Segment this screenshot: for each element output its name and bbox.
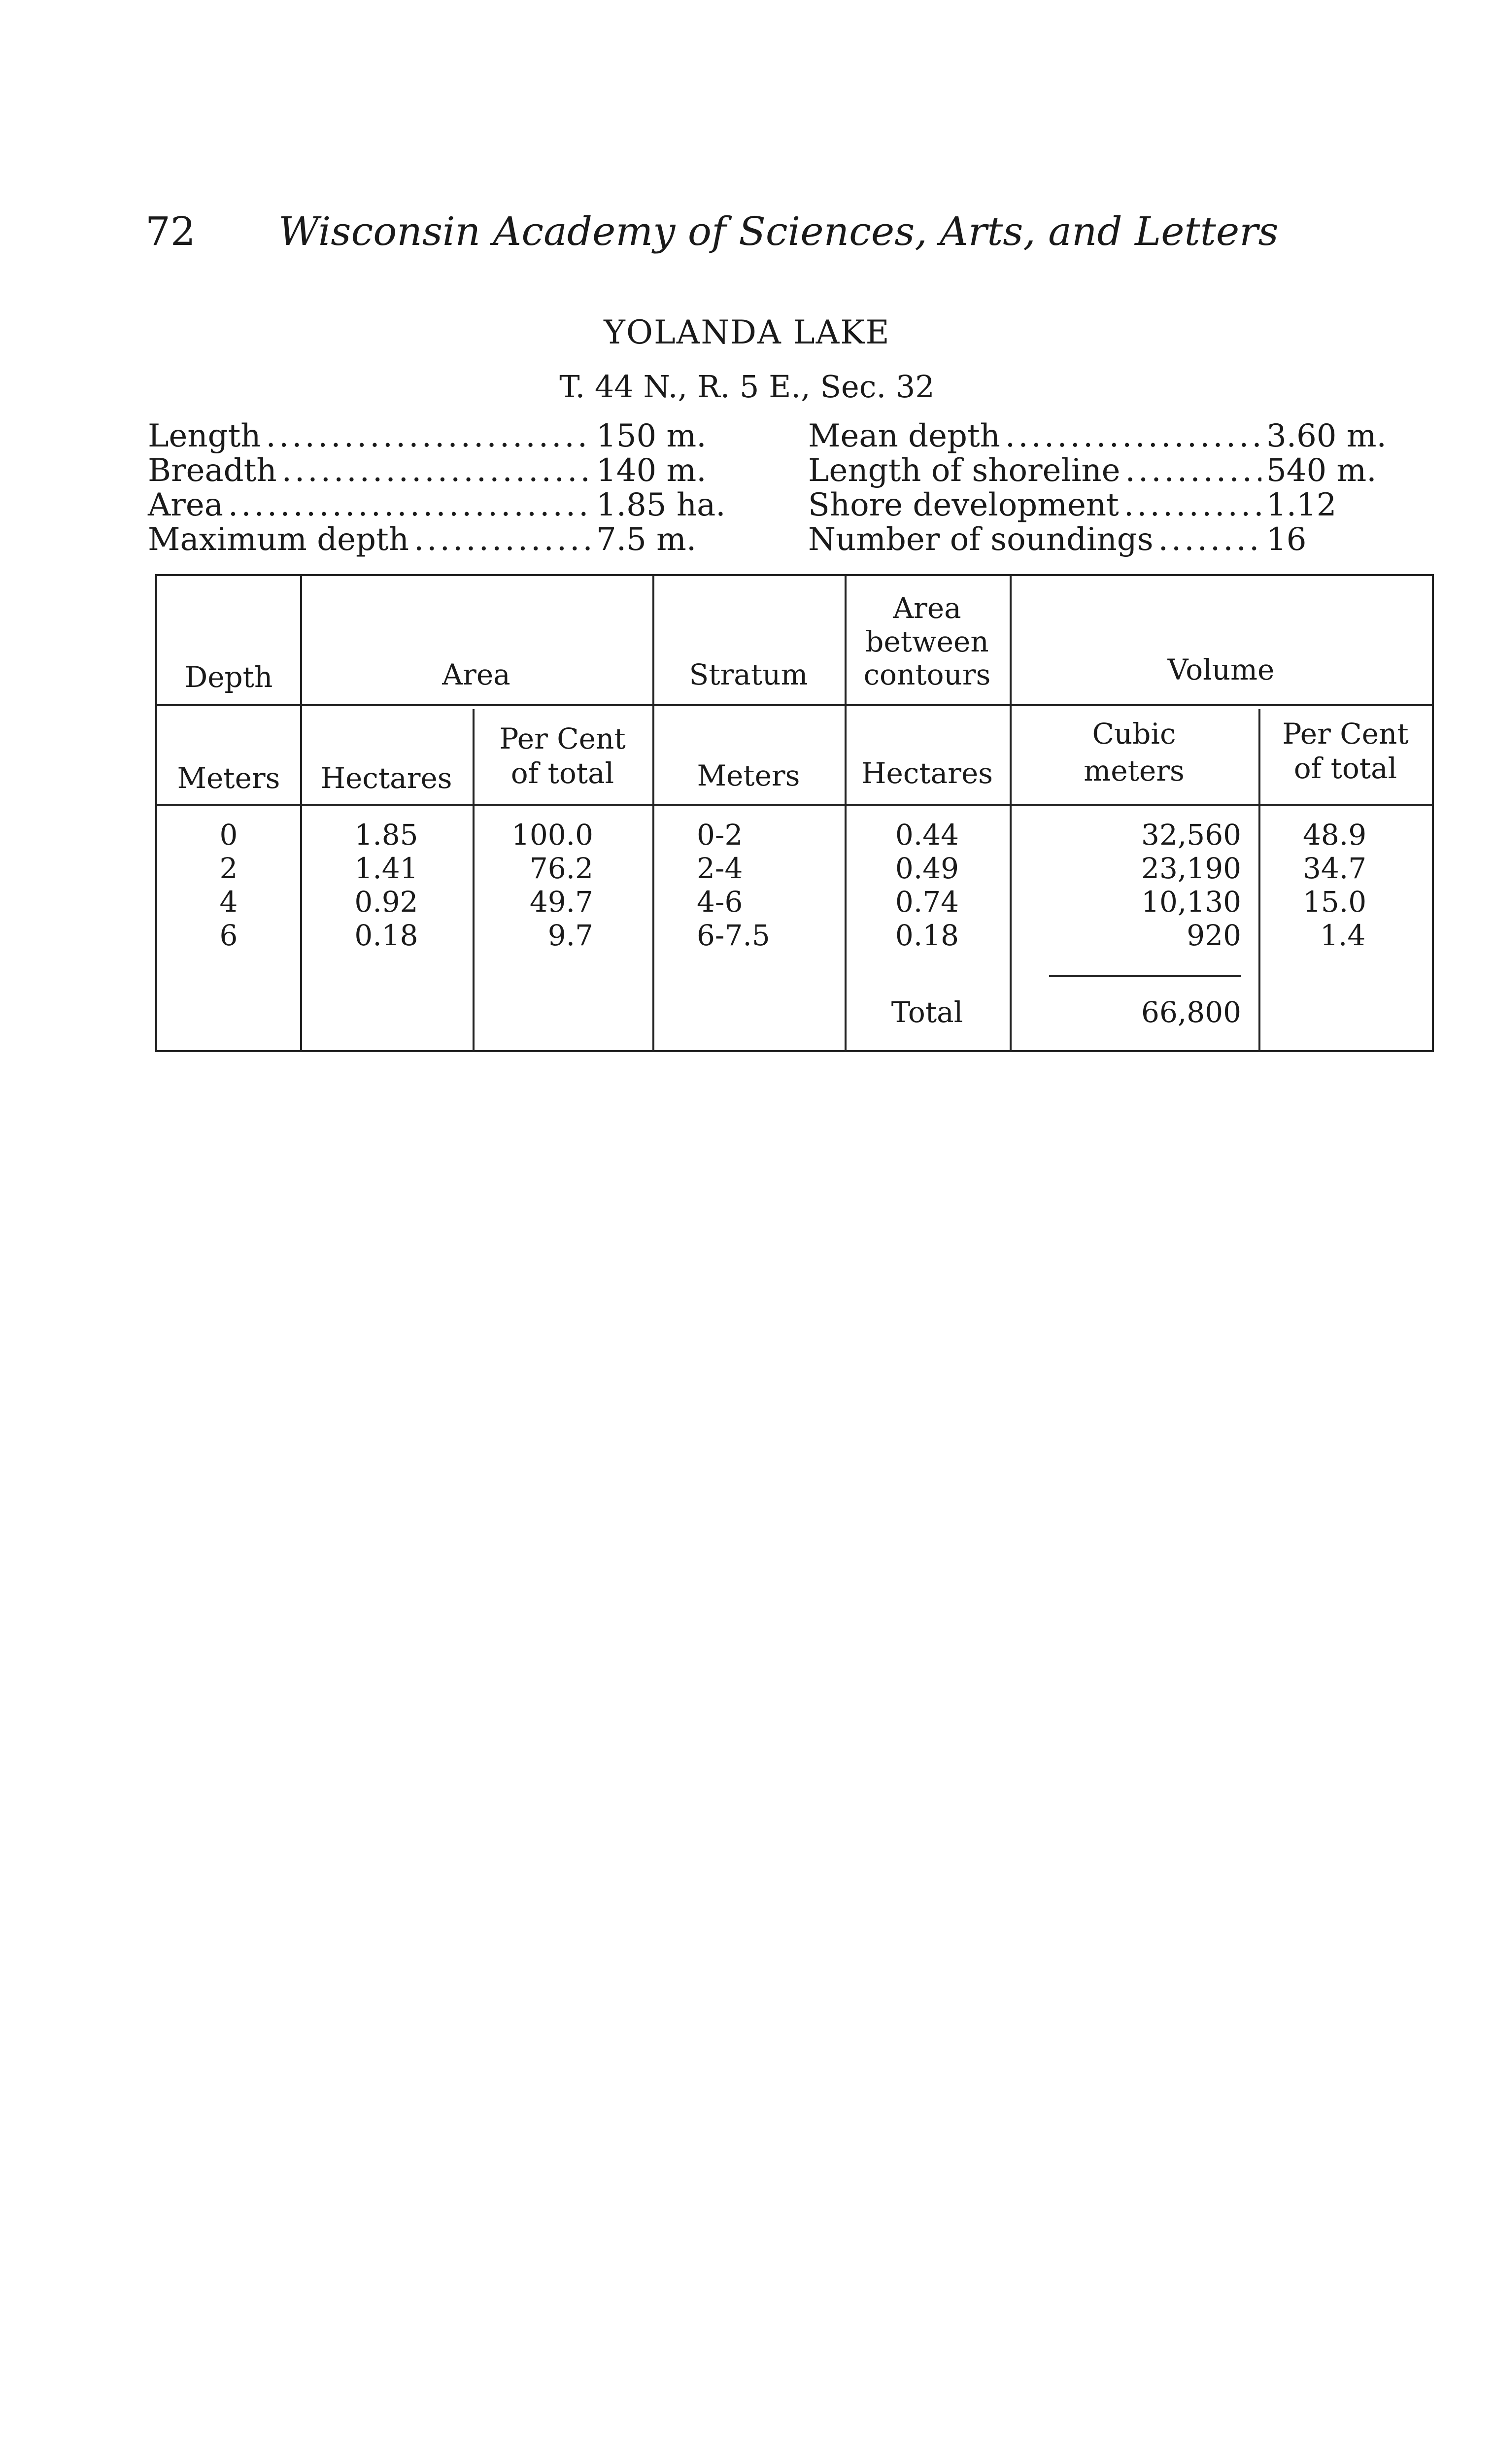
stat-row (808, 453, 1429, 488)
stat-label: Number of soundings (808, 521, 1154, 558)
subheader-stratum-meters: Meters (697, 759, 800, 792)
cell-volume-percent: 15.0 (1303, 885, 1367, 919)
dot-leader (1124, 488, 1261, 522)
stat-row (148, 488, 759, 522)
cell-depth: 4 (219, 885, 238, 919)
subheader-meters: Meters (177, 761, 280, 795)
stat-value: 150 m. (596, 418, 707, 454)
cell-stratum: 2-4 (697, 852, 743, 885)
stat-label: Length (148, 418, 261, 454)
stat-row (808, 488, 1429, 522)
cell-area-percent: 76.2 (529, 852, 593, 885)
total-volume: 66,800 (1141, 995, 1241, 1029)
subheader-cubic: Cubic (1092, 717, 1176, 751)
cell-stratum-hectares: 0.74 (895, 885, 959, 919)
cell-area-hectares: 0.92 (354, 885, 418, 919)
cell-area-hectares: 0.18 (354, 919, 418, 952)
stat-value: 16 (1266, 521, 1307, 558)
cell-area-percent: 100.0 (511, 818, 593, 852)
page-number: 72 (145, 208, 196, 254)
stats-left (148, 419, 759, 557)
header-rule (157, 804, 1432, 806)
cell-stratum: 4-6 (697, 885, 743, 919)
stat-value: 3.60 m. (1266, 418, 1387, 454)
cell-volume-percent: 1.4 (1320, 919, 1366, 952)
total-label: Total (891, 995, 963, 1029)
subheader-hectares: Hectares (320, 761, 452, 795)
dot-leader (266, 419, 592, 453)
cell-stratum-hectares: 0.49 (895, 852, 959, 885)
cell-volume-cubic: 23,190 (1141, 852, 1241, 885)
subheader-of-total: of total (510, 756, 614, 790)
cell-area-percent: 49.7 (529, 885, 593, 919)
running-title: Wisconsin Academy of Sciences, Arts, and Letters (278, 208, 1279, 254)
column-divider (652, 576, 654, 1050)
stat-value: 540 m. (1266, 452, 1377, 489)
subheader-vol-per-cent: Per Cent (1282, 717, 1409, 751)
cell-stratum-hectares: 0.18 (895, 919, 959, 952)
column-divider (1010, 576, 1012, 1050)
header-area-between: contours (863, 658, 991, 691)
header-depth: Depth (184, 660, 273, 694)
cell-depth: 2 (219, 852, 238, 885)
stat-row (808, 419, 1429, 453)
stat-label: Maximum depth (148, 521, 409, 558)
lake-location: T. 44 N., R. 5 E., Sec. 32 (559, 369, 935, 405)
stat-value: 140 m. (596, 452, 707, 489)
stat-value: 1.12 (1266, 487, 1337, 523)
total-rule (1049, 975, 1241, 977)
cell-volume-percent: 48.9 (1303, 818, 1367, 852)
stat-label: Shore development (808, 487, 1119, 523)
header-stratum: Stratum (689, 658, 808, 691)
cell-depth: 0 (219, 818, 238, 852)
subheader-per-cent: Per Cent (499, 722, 626, 755)
dot-leader (282, 453, 591, 488)
stat-row (148, 453, 759, 488)
cell-volume-cubic: 920 (1187, 919, 1241, 952)
dot-leader (1005, 419, 1261, 453)
stat-row (148, 522, 759, 557)
column-divider (300, 576, 302, 1050)
stat-label: Area (148, 487, 223, 523)
data-table (155, 574, 1434, 1052)
cell-volume-percent: 34.7 (1303, 852, 1367, 885)
cell-volume-cubic: 32,560 (1141, 818, 1241, 852)
dot-leader (414, 522, 591, 557)
running-header (145, 202, 1303, 261)
stat-label: Breadth (148, 452, 277, 489)
cell-stratum-hectares: 0.44 (895, 818, 959, 852)
subheader-contour-hectares: Hectares (861, 756, 993, 790)
stat-row (808, 522, 1429, 557)
cell-stratum: 0-2 (697, 818, 743, 852)
header-area: Area (442, 658, 510, 691)
header-area-between: Area (893, 591, 961, 625)
dot-leader (228, 488, 591, 522)
stat-label: Mean depth (808, 418, 1000, 454)
cell-area-hectares: 1.85 (354, 818, 418, 852)
stat-value: 1.85 ha. (596, 487, 726, 523)
header-area-between: between (865, 625, 989, 658)
subheader-vol-of-total: of total (1293, 752, 1397, 785)
header-rule (157, 704, 1432, 706)
cell-volume-cubic: 10,130 (1141, 885, 1241, 919)
stat-value: 7.5 m. (596, 521, 697, 558)
stat-label: Length of shoreline (808, 452, 1120, 489)
dot-leader (1158, 522, 1261, 557)
header-volume: Volume (1167, 653, 1275, 686)
lake-name: YOLANDA LAKE (604, 313, 890, 351)
subheader-cubic-meters: meters (1084, 754, 1185, 787)
cell-stratum: 6-7.5 (697, 919, 770, 952)
cell-depth: 6 (219, 919, 238, 952)
cell-area-percent: 9.7 (547, 919, 593, 952)
cell-area-hectares: 1.41 (354, 852, 418, 885)
stat-row (148, 419, 759, 453)
dot-leader (1125, 453, 1262, 488)
stats-right (808, 419, 1429, 557)
